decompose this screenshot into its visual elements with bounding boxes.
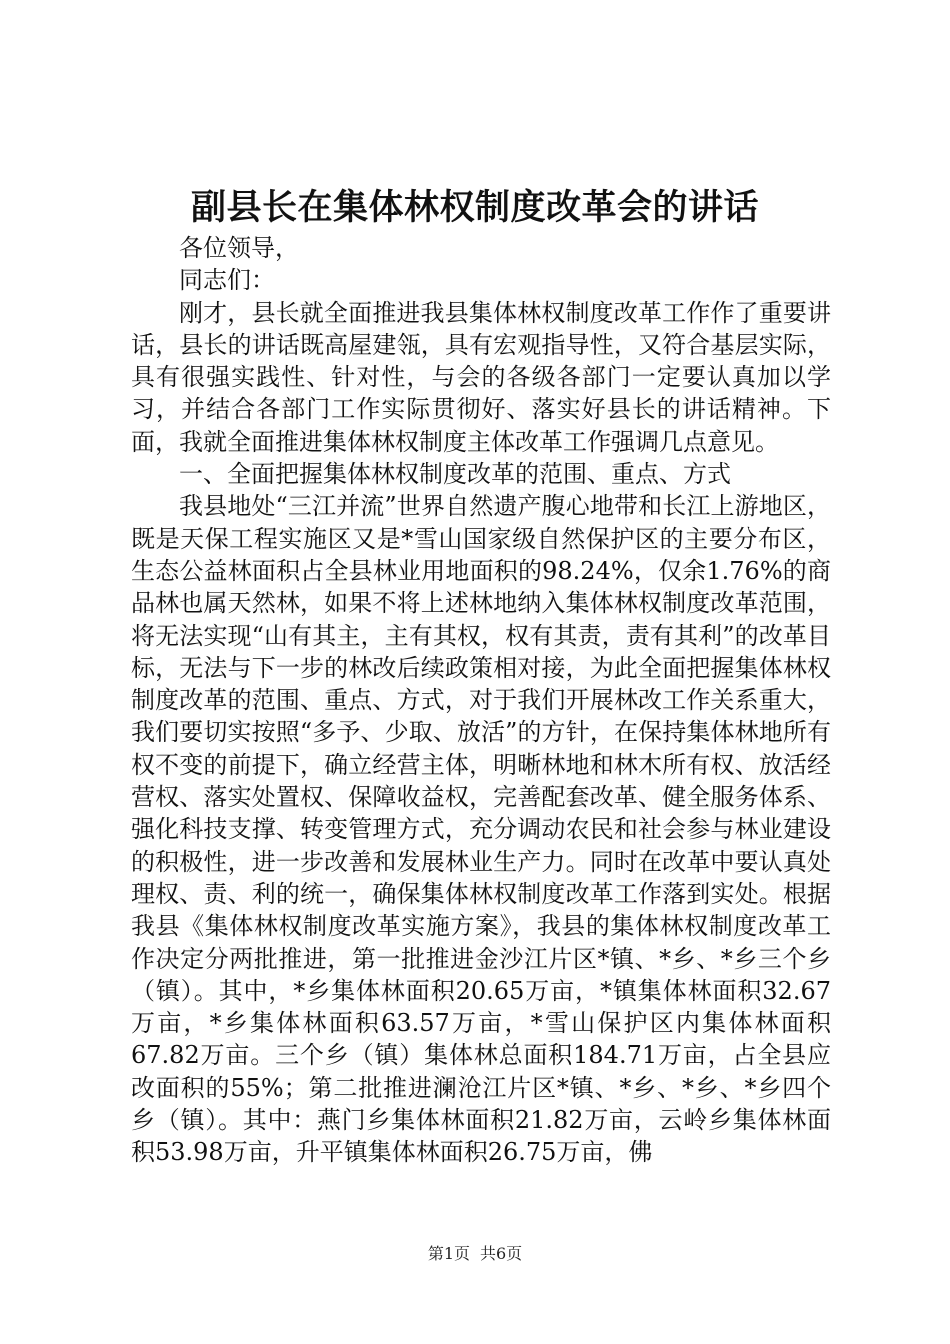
- section-heading-1: 一、全面把握集体林权制度改革的范围、重点、方式: [179, 460, 731, 489]
- paragraph-intro: 刚才，县长就全面推进我县集体林权制度改革工作作了重要讲话，县长的讲话既高屋建瓴，具有宏观指导性，又符合基层实际，具有很强实践性、针对性，与会的各级各部门一定要认真加以学习，并结合各部门工作实际贯彻好、落实好县长的讲话精神。下面，我就全面推进集体林权制度主体改革工作强调几点意见。: [131, 298, 831, 456]
- salutation-comrades: 同志们：: [179, 266, 275, 295]
- page-total: 共6页: [480, 1244, 523, 1263]
- document-body: [131, 232, 831, 1169]
- salutation-leaders: 各位领导，: [179, 234, 299, 262]
- paragraph-section-1: 我县地处“三江并流”世界自然遗产腹心地带和长江上游地区，既是天保工程实施区又是*雪山国家级自然保护区的主要分布区，生态公益林面积占全县林业用地面积的98.24%，仅余1.76%的商品林也属天然林，如果不将上述林地纳入集体林权制度改革范围，将无法实现“山有其主，主有其权，权有其责，责有其利”的改革目标，无法与下一步的林改后续政策相对接，为此全面把握集体林权制度改革的范围、重点、方式，对于我们开展林改工作关系重大，我们要切实按照“多予、少取、放活”的方针，在保持集体林地所有权不变的前提下，确立经营主体，明晰林地和林木所有权、放活经营权、落实处置权、保障收益权，完善配套改革、健全服务体系、强化科技支撑、转变管理方式，充分调动农民和社会参与林业建设的积极性，进一步改善和发展林业生产力。同时在改革中要认真处理权、责、利的统一，确保集体林权制度改革工作落到实处。根据我县《集体林权制度改革实施方案》，我县的集体林权制度改革工作决定分两批推进，第一批推进金沙江片区*镇、*乡、*乡三个乡（镇）。其中，*乡集体林面积20.65万亩，*镇集体林面积32.67万亩，*乡集体林面积63.57万亩，*雪山保护区内集体林面积67.82万亩。三个乡（镇）集体林总面积184.71万亩，占全县应改面积的55%；第二批推进澜沧江片区*镇、*乡、*乡、*乡四个乡（镇）。其中：燕门乡集体林面积21.82万亩，云岭乡集体林面积53.98万亩，升平镇集体林面积26.75万亩，佛: [131, 492, 831, 1167]
- document-title: 副县长在集体林权制度改革会的讲话: [190, 187, 759, 228]
- page-number: 第1页: [427, 1244, 470, 1263]
- page-footer: [0, 1243, 950, 1265]
